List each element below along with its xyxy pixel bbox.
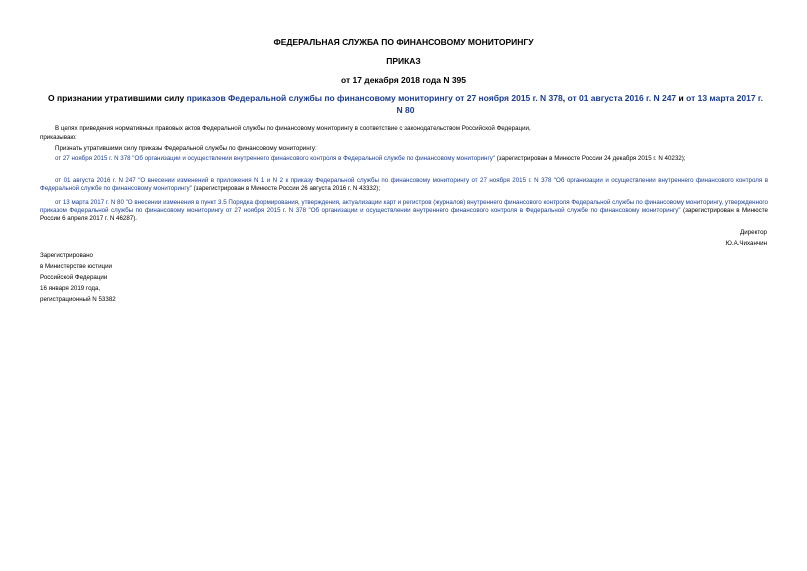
list-item-order-378 <box>40 155 768 163</box>
title-separator: и <box>676 93 687 103</box>
order-word: приказываю: <box>40 134 77 141</box>
list-item-order-80 <box>40 199 768 224</box>
link-order-247[interactable]: от 01 августа 2016 г. N 247 "О внесении изменений в приложения N 1 и N 2 к приказу Федеральной службы по финансовому мониторингу от 27 ноября 2015 г. N 378 "Об организации и осуществлении внутреннего финансового контроля в Федеральной службе по финансовому мониторингу" <box>40 177 768 193</box>
signature-position: Директор <box>740 229 767 236</box>
title-prefix: О признании утратившими силу <box>48 93 187 103</box>
document-type: ПРИКАЗ <box>386 56 421 66</box>
title-separator: , <box>562 93 568 103</box>
document-title <box>44 93 767 116</box>
document-date-number: от 17 декабря 2018 года N 395 <box>340 75 467 85</box>
signature-name: Ю.А.Чиханчин <box>725 240 767 247</box>
link-order-80[interactable]: от 13 марта 2017 г. N 80 "О внесении изменения в пункт 3.5 Порядка формирования, утверждения, актуализации карт и регистров (журналов) внутреннего финансового контроля Федеральной службы по финансовому мониторингу, утвержденного приказом Федеральной службы по финансовому мониторингу от 27 ноября 2015 г. N 378 "Об организации и осуществлении внутреннего финансового контроля в Федеральной службе по финансовому мониторингу" <box>40 199 768 215</box>
registration-line-2: в Министерстве юстиции <box>40 263 113 270</box>
link-order-378[interactable]: от 27 ноября 2015 г. N 378 "Об организации и осуществлении внутреннего финансового контроля в Федеральной службе по финансовому мониторингу" <box>55 155 496 162</box>
registration-line-3: Российской Федерации <box>40 274 108 281</box>
item-registration: (зарегистрирован в Минюсте России 24 декабря 2015 г. N 40232); <box>495 155 686 162</box>
declare-paragraph: Признать утратившими силу приказы Федеральной службы по финансовому мониторингу: <box>55 145 317 152</box>
item-registration: (зарегистрирован в Минюсте России 26 августа 2016 г. N 43332); <box>191 185 381 193</box>
registration-line-4: 16 января 2019 года, <box>40 285 101 292</box>
list-item-order-247 <box>40 177 768 193</box>
title-link-order-247[interactable]: от 01 августа 2016 г. N 247 <box>567 93 677 103</box>
title-link-order-378[interactable]: приказов Федеральной службы по финансовому мониторингу от 27 ноября 2015 г. N 378 <box>186 93 563 103</box>
registration-line-5: регистрационный N 53382 <box>40 296 116 303</box>
registration-line-1: Зарегистрировано <box>40 252 93 259</box>
intro-paragraph: В целях приведения нормативных правовых актов Федеральной службы по финансовому мониторингу в соответствие с законодательством Российской Федерации, <box>55 125 531 132</box>
agency-name: ФЕДЕРАЛЬНАЯ СЛУЖБА ПО ФИНАНСОВОМУ МОНИТОРИНГУ <box>273 37 534 47</box>
title-link-order-80[interactable]: от 13 марта 2017 г. N 80 <box>396 93 763 115</box>
item-registration: (зарегистрирован в Минюсте России 6 апреля 2017 г. N 46287). <box>40 207 768 223</box>
